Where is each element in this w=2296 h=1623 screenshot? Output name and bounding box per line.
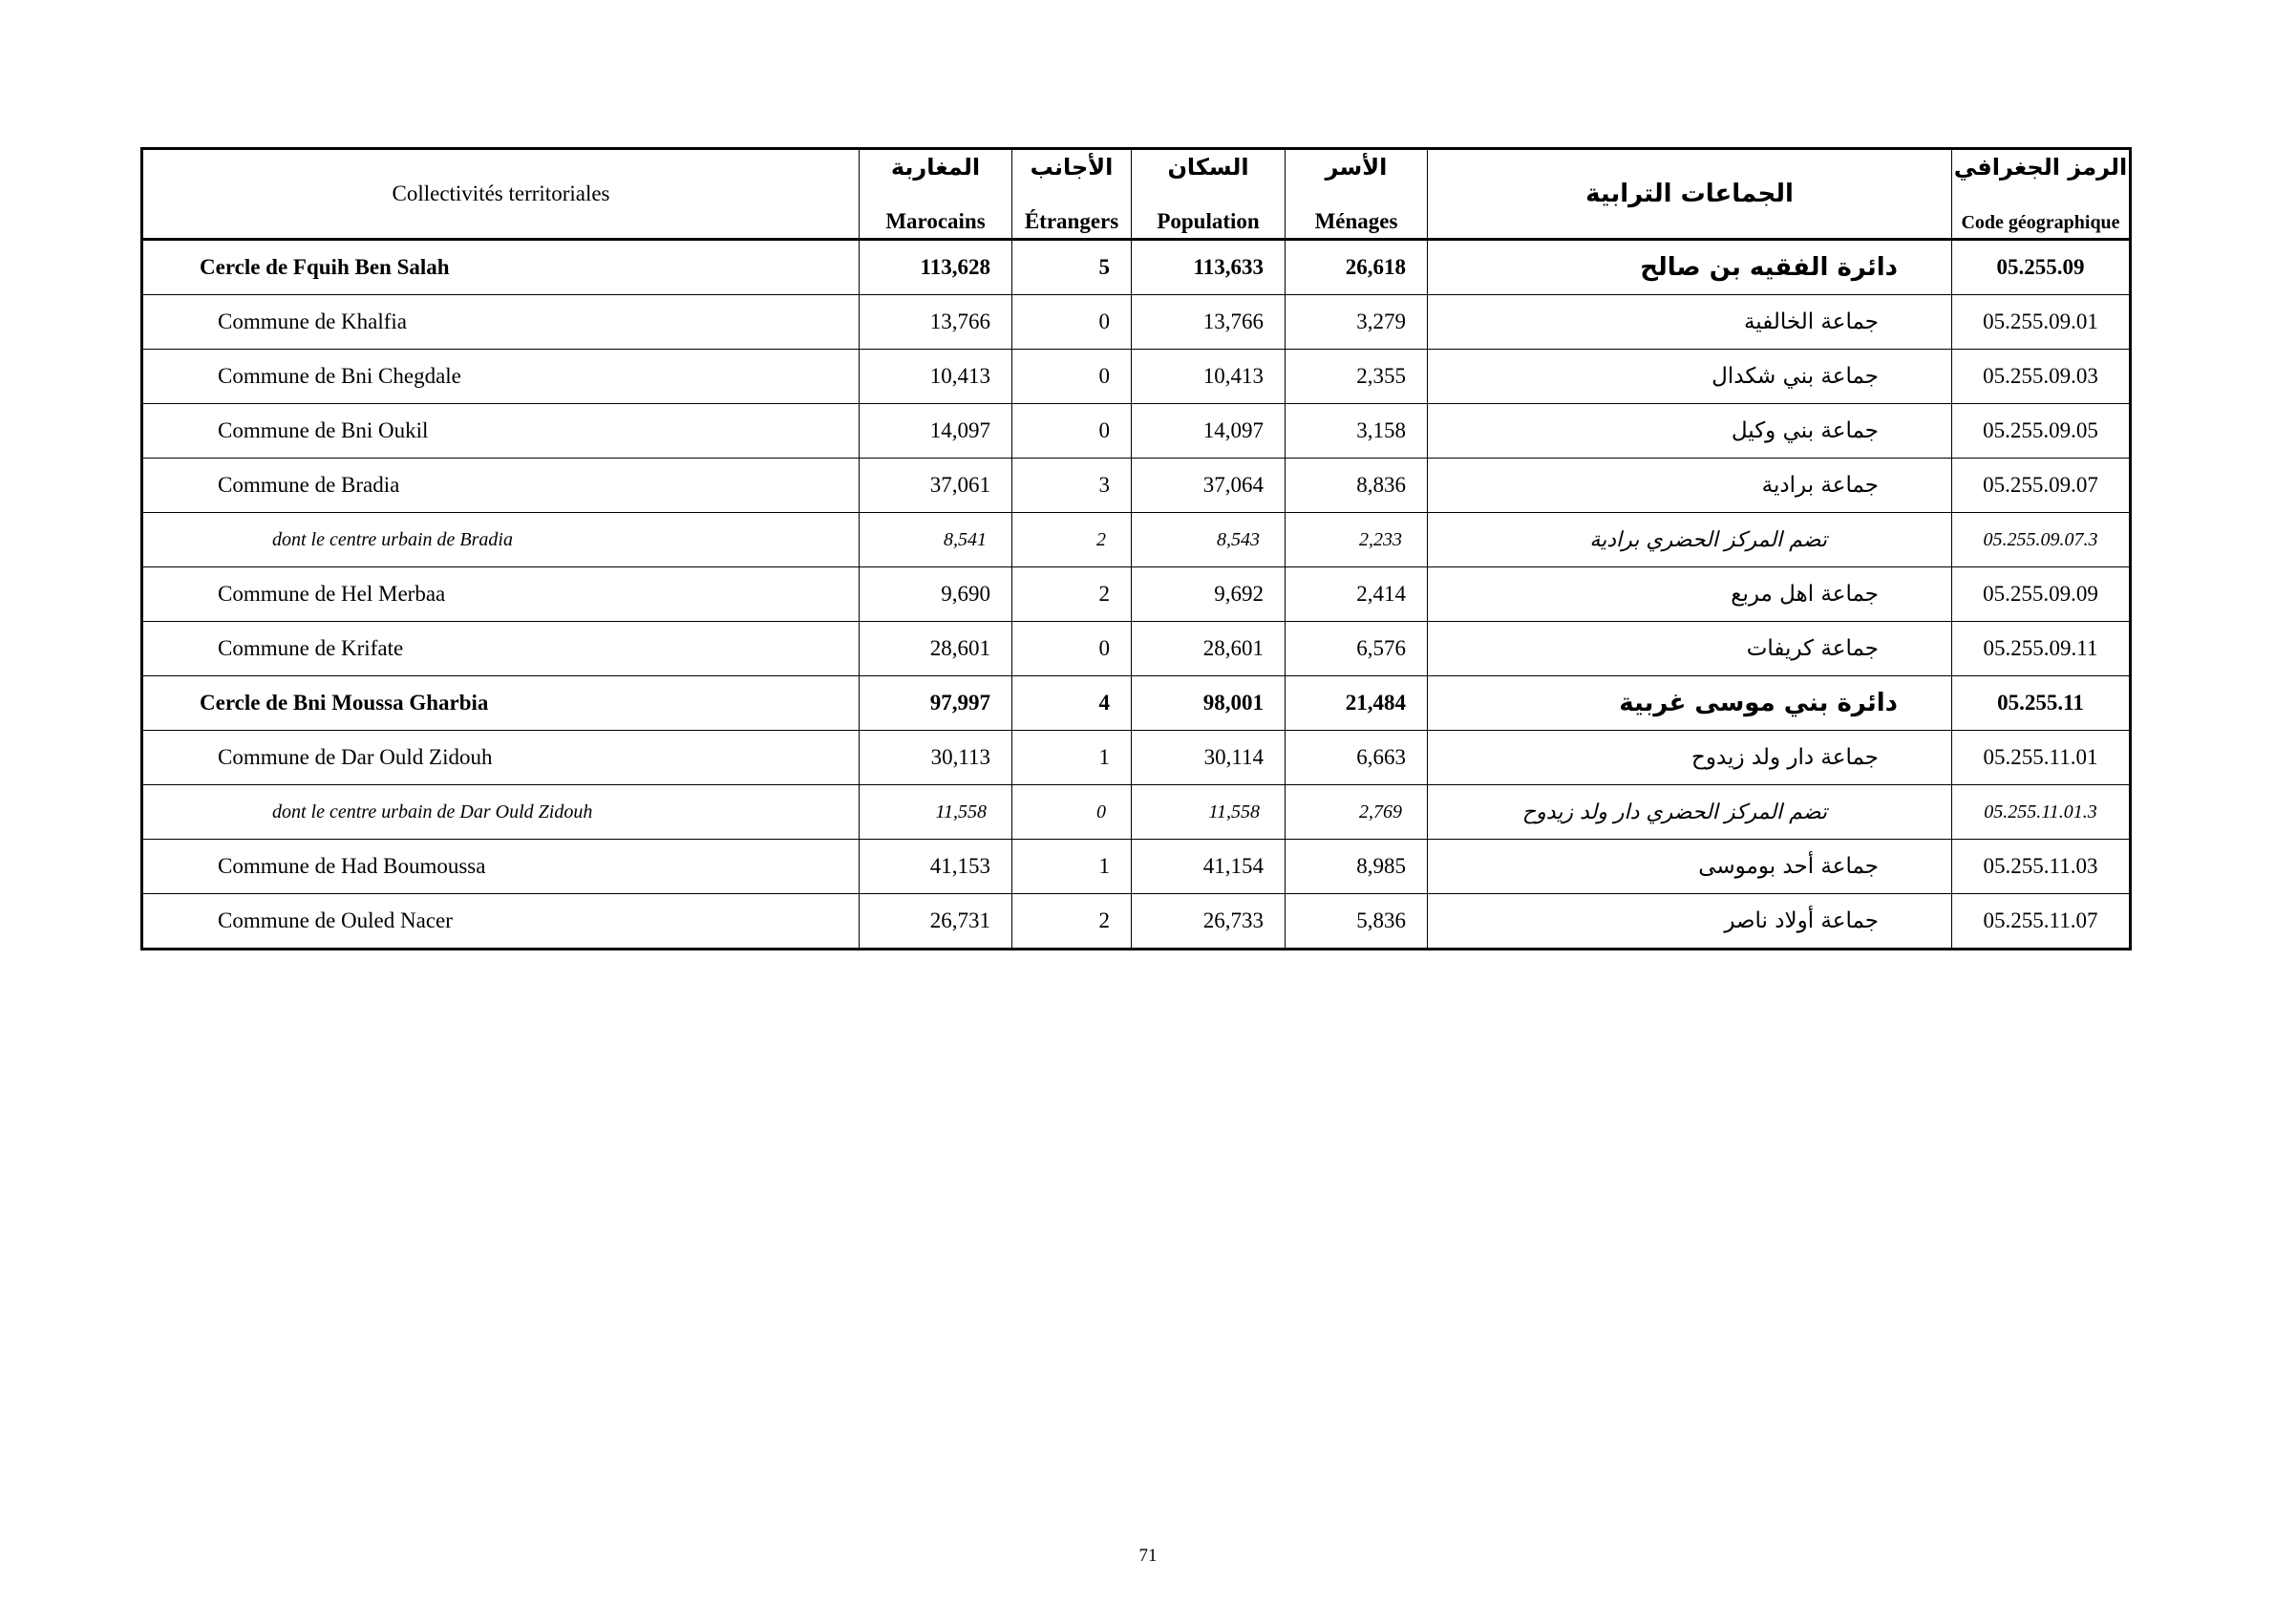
cell-menages: 2,414 bbox=[1286, 567, 1428, 622]
cell-name-ar: دائرة الفقيه بن صالح bbox=[1428, 240, 1952, 295]
table-row-commune bbox=[142, 622, 2131, 676]
cell-menages: 2,233 bbox=[1286, 513, 1428, 567]
cell-name-ar: جماعة دار ولد زيدوح bbox=[1428, 731, 1952, 785]
table-row-commune bbox=[142, 894, 2131, 950]
header-population-fr: Population bbox=[1157, 209, 1260, 233]
cell-code: 05.255.11.01.3 bbox=[1952, 785, 2131, 840]
cell-population: 9,692 bbox=[1132, 567, 1286, 622]
cell-etrangers: 3 bbox=[1012, 459, 1132, 513]
cell-population: 41,154 bbox=[1132, 840, 1286, 894]
header-etrangers-fr: Étrangers bbox=[1024, 209, 1119, 233]
cell-population: 113,633 bbox=[1132, 240, 1286, 295]
cell-code: 05.255.09 bbox=[1952, 240, 2131, 295]
cell-menages: 21,484 bbox=[1286, 676, 1428, 731]
cell-name: dont le centre urbain de Bradia bbox=[142, 513, 860, 567]
cell-marocains: 41,153 bbox=[860, 840, 1012, 894]
cell-name: Commune de Ouled Nacer bbox=[142, 894, 860, 950]
cell-marocains: 11,558 bbox=[860, 785, 1012, 840]
cell-etrangers: 0 bbox=[1012, 404, 1132, 459]
cell-marocains: 30,113 bbox=[860, 731, 1012, 785]
cell-name-ar: جماعة بني وكيل bbox=[1428, 404, 1952, 459]
cell-marocains: 8,541 bbox=[860, 513, 1012, 567]
table-row-commune bbox=[142, 459, 2131, 513]
cell-name: Cercle de Bni Moussa Gharbia bbox=[142, 676, 860, 731]
cell-marocains: 10,413 bbox=[860, 350, 1012, 404]
header-marocains-ar: المغاربة bbox=[890, 154, 981, 181]
cell-name-ar: جماعة اهل مربع bbox=[1428, 567, 1952, 622]
cell-code: 05.255.09.09 bbox=[1952, 567, 2131, 622]
cell-name: Commune de Hel Merbaa bbox=[142, 567, 860, 622]
header-etrangers bbox=[1012, 149, 1132, 240]
cell-menages: 3,279 bbox=[1286, 295, 1428, 350]
cell-population: 11,558 bbox=[1132, 785, 1286, 840]
cell-etrangers: 0 bbox=[1012, 295, 1132, 350]
header-code bbox=[1952, 149, 2131, 240]
header-menages-ar: الأسر bbox=[1325, 154, 1388, 181]
cell-etrangers: 0 bbox=[1012, 622, 1132, 676]
cell-code: 05.255.09.07.3 bbox=[1952, 513, 2131, 567]
cell-name-ar: تضم المركز الحضري برادية bbox=[1428, 513, 1952, 567]
header-population bbox=[1132, 149, 1286, 240]
cell-code: 05.255.11.07 bbox=[1952, 894, 2131, 950]
cell-name: Commune de Bradia bbox=[142, 459, 860, 513]
cell-menages: 8,985 bbox=[1286, 840, 1428, 894]
cell-code: 05.255.09.03 bbox=[1952, 350, 2131, 404]
cell-population: 28,601 bbox=[1132, 622, 1286, 676]
cell-marocains: 9,690 bbox=[860, 567, 1012, 622]
table-row-commune bbox=[142, 350, 2131, 404]
table-row-commune bbox=[142, 404, 2131, 459]
header-marocains-fr: Marocains bbox=[885, 209, 986, 233]
cell-etrangers: 1 bbox=[1012, 840, 1132, 894]
cell-marocains: 14,097 bbox=[860, 404, 1012, 459]
cell-menages: 6,576 bbox=[1286, 622, 1428, 676]
cell-population: 30,114 bbox=[1132, 731, 1286, 785]
cell-menages: 3,158 bbox=[1286, 404, 1428, 459]
header-code-fr: Code géographique bbox=[1961, 212, 2120, 233]
table-row-cercle bbox=[142, 676, 2131, 731]
cell-etrangers: 1 bbox=[1012, 731, 1132, 785]
header-etrangers-ar: الأجانب bbox=[1030, 154, 1114, 181]
cell-code: 05.255.11.01 bbox=[1952, 731, 2131, 785]
cell-name: Cercle de Fquih Ben Salah bbox=[142, 240, 860, 295]
header-collectivites-ar bbox=[1428, 149, 1952, 240]
cell-population: 13,766 bbox=[1132, 295, 1286, 350]
table-row-commune bbox=[142, 295, 2131, 350]
cell-menages: 26,618 bbox=[1286, 240, 1428, 295]
cell-menages: 2,769 bbox=[1286, 785, 1428, 840]
cell-population: 26,733 bbox=[1132, 894, 1286, 950]
cell-marocains: 26,731 bbox=[860, 894, 1012, 950]
cell-code: 05.255.09.11 bbox=[1952, 622, 2131, 676]
cell-name-ar: جماعة أولاد ناصر bbox=[1428, 894, 1952, 950]
table-row-cercle bbox=[142, 240, 2131, 295]
cell-code: 05.255.11 bbox=[1952, 676, 2131, 731]
cell-etrangers: 4 bbox=[1012, 676, 1132, 731]
cell-name: Commune de Had Boumoussa bbox=[142, 840, 860, 894]
header-marocains bbox=[860, 149, 1012, 240]
cell-menages: 6,663 bbox=[1286, 731, 1428, 785]
cell-name: Commune de Krifate bbox=[142, 622, 860, 676]
cell-menages: 5,836 bbox=[1286, 894, 1428, 950]
cell-name-ar: جماعة برادية bbox=[1428, 459, 1952, 513]
cell-name: Commune de Bni Chegdale bbox=[142, 350, 860, 404]
cell-etrangers: 0 bbox=[1012, 785, 1132, 840]
cell-etrangers: 2 bbox=[1012, 513, 1132, 567]
page-number: 71 bbox=[1138, 1546, 1158, 1566]
table-row-commune bbox=[142, 840, 2131, 894]
cell-population: 14,097 bbox=[1132, 404, 1286, 459]
cell-name-ar: جماعة أحد بوموسى bbox=[1428, 840, 1952, 894]
cell-name-ar: جماعة بني شكدال bbox=[1428, 350, 1952, 404]
cell-code: 05.255.11.03 bbox=[1952, 840, 2131, 894]
cell-etrangers: 0 bbox=[1012, 350, 1132, 404]
cell-code: 05.255.09.05 bbox=[1952, 404, 2131, 459]
cell-name-ar: جماعة الخالفية bbox=[1428, 295, 1952, 350]
cell-name-ar: تضم المركز الحضري دار ولد زيدوح bbox=[1428, 785, 1952, 840]
table-row-commune bbox=[142, 567, 2131, 622]
header-collectivites: Collectivités territoriales bbox=[142, 149, 860, 240]
cell-marocains: 113,628 bbox=[860, 240, 1012, 295]
table-row-centre bbox=[142, 513, 2131, 567]
cell-code: 05.255.09.07 bbox=[1952, 459, 2131, 513]
cell-marocains: 28,601 bbox=[860, 622, 1012, 676]
cell-marocains: 97,997 bbox=[860, 676, 1012, 731]
cell-population: 98,001 bbox=[1132, 676, 1286, 731]
cell-marocains: 13,766 bbox=[860, 295, 1012, 350]
cell-name: dont le centre urbain de Dar Ould Zidouh bbox=[142, 785, 860, 840]
cell-marocains: 37,061 bbox=[860, 459, 1012, 513]
header-menages-fr: Ménages bbox=[1314, 209, 1398, 233]
cell-menages: 2,355 bbox=[1286, 350, 1428, 404]
cell-name-ar: جماعة كريفات bbox=[1428, 622, 1952, 676]
cell-etrangers: 5 bbox=[1012, 240, 1132, 295]
header-menages bbox=[1286, 149, 1428, 240]
cell-code: 05.255.09.01 bbox=[1952, 295, 2131, 350]
table-row-commune bbox=[142, 731, 2131, 785]
header-code-ar: الرمز الجغرافي bbox=[1953, 154, 2128, 181]
cell-population: 10,413 bbox=[1132, 350, 1286, 404]
cell-etrangers: 2 bbox=[1012, 567, 1132, 622]
header-population-ar: السكان bbox=[1167, 154, 1249, 181]
cell-etrangers: 2 bbox=[1012, 894, 1132, 950]
cell-name: Commune de Dar Ould Zidouh bbox=[142, 731, 860, 785]
table-body bbox=[142, 240, 2131, 950]
cell-name-ar: دائرة بني موسى غربية bbox=[1428, 676, 1952, 731]
cell-name: Commune de Khalfia bbox=[142, 295, 860, 350]
cell-population: 37,064 bbox=[1132, 459, 1286, 513]
table-row-centre bbox=[142, 785, 2131, 840]
cell-menages: 8,836 bbox=[1286, 459, 1428, 513]
table-header-row bbox=[142, 149, 2131, 240]
cell-population: 8,543 bbox=[1132, 513, 1286, 567]
header-collectivites-ar-label: الجماعات الترابية bbox=[1585, 180, 1794, 208]
cell-name: Commune de Bni Oukil bbox=[142, 404, 860, 459]
census-table bbox=[140, 147, 2132, 950]
